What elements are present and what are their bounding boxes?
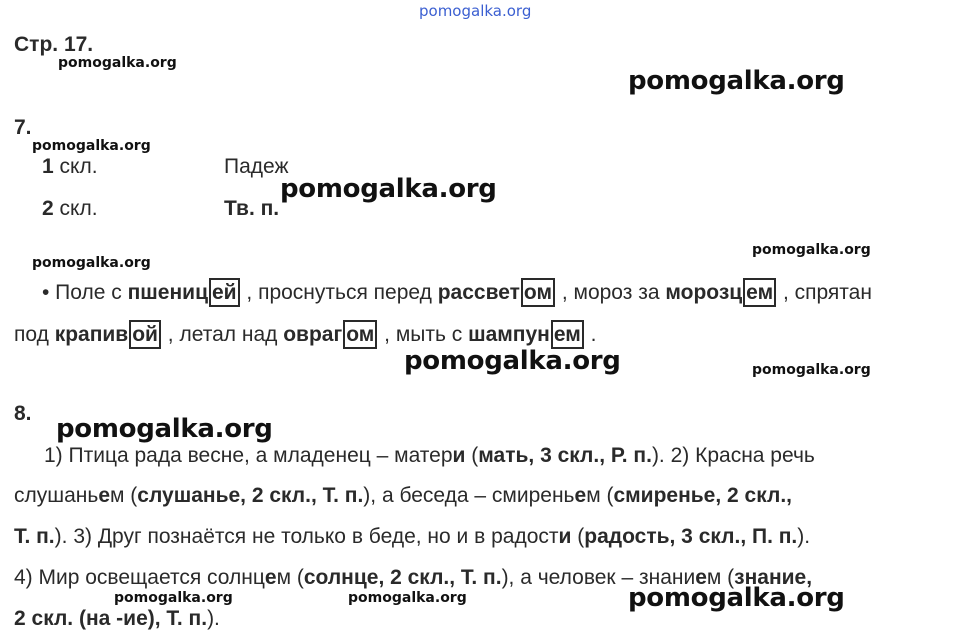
paragraph-line — [14, 526, 810, 547]
word-ending-box: ем — [551, 320, 584, 349]
text: , летал над — [161, 323, 284, 346]
text: 1) Птица рада весне, а младенец – матер — [44, 444, 453, 467]
grammar-note: слушанье, 2 скл., Т. п. — [137, 484, 364, 507]
text: м ( — [110, 484, 138, 507]
paragraph-line — [14, 608, 220, 629]
word-stem: морозц — [665, 281, 743, 304]
text: ). 2) Красна речь — [651, 444, 815, 467]
watermark-large: pomogalka.org — [628, 583, 845, 613]
text: под — [14, 323, 55, 346]
watermark-small: pomogalka.org — [752, 362, 871, 378]
grammar-note: Т. п. — [14, 525, 55, 548]
watermark-large: pomogalka.org — [56, 414, 273, 444]
grammar-note: радость, 3 скл., П. п. — [584, 525, 798, 548]
ending: е — [98, 484, 111, 507]
ending: е — [264, 566, 277, 589]
grammar-note: знание, — [734, 566, 813, 589]
declension-label: скл. — [53, 197, 98, 220]
text: м ( — [276, 566, 304, 589]
task-number: 8. — [14, 402, 32, 425]
watermark-small: pomogalka.org — [752, 242, 871, 258]
case-header: Падеж — [224, 155, 289, 178]
text: ). — [207, 607, 220, 630]
text: ( — [465, 444, 479, 467]
word-ending-box: ой — [129, 320, 161, 349]
word-ending-box: ей — [209, 278, 240, 307]
grammar-note: 2 скл. (на -ие), Т. п. — [14, 607, 208, 630]
word-stem: шампун — [468, 323, 550, 346]
grammar-note: солнце, 2 скл., Т. п. — [303, 566, 502, 589]
task-number: 7. — [14, 116, 32, 139]
watermark-small: pomogalka.org — [32, 138, 151, 154]
watermark-large: pomogalka.org — [628, 66, 845, 96]
word-ending-box: ом — [521, 278, 555, 307]
paragraph-line — [44, 445, 815, 466]
text: ( — [571, 525, 585, 548]
grammar-note: смиренье, 2 скл., — [613, 484, 792, 507]
ending: и — [558, 525, 572, 548]
word-stem: рассвет — [437, 281, 520, 304]
text: ), а человек – знани — [501, 566, 696, 589]
text: . — [584, 323, 597, 346]
word-stem: пшениц — [127, 281, 208, 304]
ending: и — [452, 444, 466, 467]
watermark-small: pomogalka.org — [114, 590, 233, 606]
word-stem: крапив — [54, 323, 129, 346]
text: м ( — [706, 566, 735, 589]
watermark-large: pomogalka.org — [404, 346, 621, 376]
ending: е — [695, 566, 707, 589]
watermark-large: pomogalka.org — [280, 174, 497, 204]
declension-label: скл. — [53, 155, 98, 178]
case-value-text: Тв. п. — [224, 197, 280, 220]
paragraph-line — [14, 485, 792, 506]
word-stem: оврaг — [283, 323, 343, 346]
declension-row — [42, 156, 98, 177]
declension-number: 2 — [42, 197, 54, 220]
text: ), а беседа – смирень — [363, 484, 575, 507]
text: , проснуться перед — [240, 281, 438, 304]
case-value — [224, 198, 279, 219]
word-ending-box: ом — [343, 320, 377, 349]
text: , мороз за — [556, 281, 666, 304]
declension-number: 1 — [42, 155, 54, 178]
watermark-top: pomogalka.org — [419, 2, 532, 20]
text: м ( — [586, 484, 614, 507]
page-label: Стр. 17. — [14, 33, 94, 56]
text: ). 3) Друг познаётся не только в беде, но и в радост — [54, 525, 559, 548]
text: слушань — [14, 484, 99, 507]
text: 4) Мир освещается солнц — [14, 566, 265, 589]
text: , мыть с — [378, 323, 469, 346]
word-ending-box: ем — [743, 278, 776, 307]
example-line-2 — [14, 320, 596, 349]
watermark-small: pomogalka.org — [348, 590, 467, 606]
paragraph-line — [14, 567, 812, 588]
grammar-note: мать, 3 скл., Р. п. — [478, 444, 652, 467]
example-line-1 — [42, 278, 872, 307]
declension-row — [42, 198, 98, 219]
watermark-small: pomogalka.org — [32, 255, 151, 271]
text: ). — [797, 525, 811, 548]
watermark-small: pomogalka.org — [58, 55, 177, 71]
text: • Поле с — [42, 281, 128, 304]
text: , спрятан — [777, 281, 872, 304]
ending: е — [574, 484, 587, 507]
